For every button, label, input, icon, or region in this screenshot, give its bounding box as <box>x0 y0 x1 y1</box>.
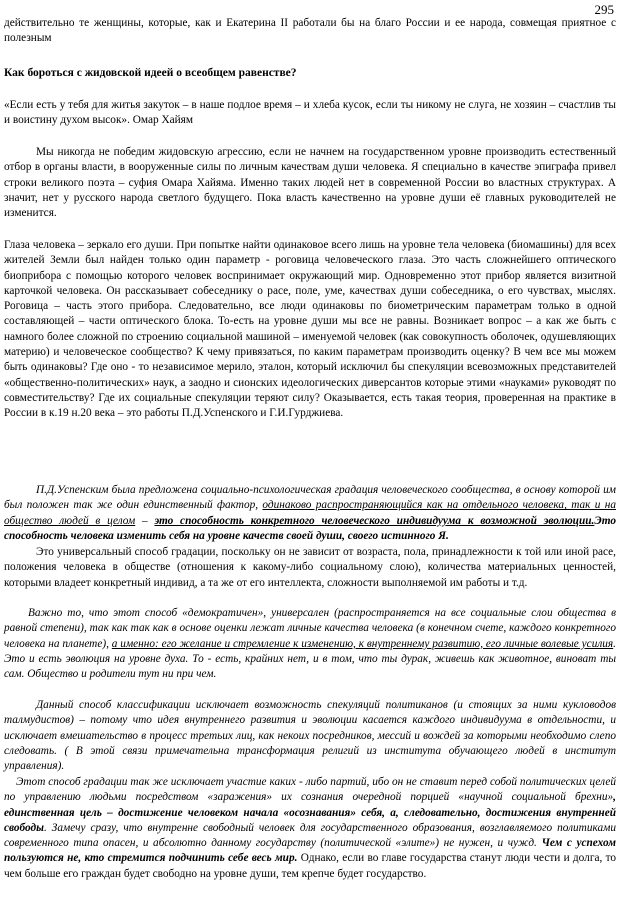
p7-bold-1: , единственная цель – достижение человеком начала «осознавания» себя, а, следовательно, достижения внутренней свободы <box>4 791 616 834</box>
p5-text-2: . Это и есть эволюция на уровне духа. То - есть, крайних нет, и в том, что ты дурак, живешь как животное, виноват ты сам. Общество и родители тут ни при чем. <box>4 637 616 681</box>
epigraph: «Если есть у тебя для житья закуток – в наше подлое время – и хлеба кусок, если ты никому не слуга, не хозяин – счастлив ты и воистину духом высок». Омар Хайям <box>4 99 616 127</box>
p3-bold-underlined: это способность конкретного человеческого индивидуума к возможной эволюции. <box>154 514 595 527</box>
paragraph-3 <box>4 483 616 544</box>
p3-dash: – <box>135 514 155 527</box>
p3-bold: Это способность человека изменить себя на уровне качеств своей души, своего истинного Я. <box>4 514 616 542</box>
p3-text-1: П.Д.Успенским была предложена социально-психологическая градация человеческого сообщества, в основу которой им был положен так же один единственный фактор, <box>4 484 616 512</box>
paragraph-7 <box>4 775 616 882</box>
paragraph-6: Данный способ классификации исключает возможность спекуляций политиканов (и стоящих за ними кукловодов талмудистов) – потому что идея внутреннего развития и эволюции касается каждого индивидуума в отдельности, и исключает вмешательство в процесс третьих лиц, как некоих посредников, мессий и вождей за которыми необходимо слепо следовать. ( В этой связи примечательна трансформация религий из института обучающего людей в институт управления). <box>4 699 616 773</box>
p5-text-1: Важно то, что этот способ «демократичен», универсален (распространяется на все социальные слои общества в равной степени), так как так как в основе оценки лежат личные качества человека (в конечном счете, каждого конкретного человека на планете), <box>4 607 616 650</box>
p7-text-2: . Замечу сразу, что внутренне свободный человек для государственного образования, возглавляемого политиками современного типа опасен, и абсолютно данному государству (политической «элите») не нужен, и чужд. <box>4 821 616 850</box>
paragraph-1: Мы никогда не победим жидовскую агрессию, если не начнем на государственном уровне производить естественный отбор в органы власти, в вооруженные силы по личным качествам души человека. Я специально в качестве эпиграфа привел строки великого поэта – суфия Омара Хайяма. Именно таких людей нет в современной России во властных структурах. А значит, нет у русского народа светлого будущего. Пока власть качественно на уровне души её главных руководителей не изменится. <box>4 146 616 220</box>
page-number: 295 <box>594 2 614 17</box>
p3-underlined: одинаково распространяющийся как на отдельного человека, так и на общество людей в целом <box>4 499 616 527</box>
paragraph-4: Это универсальный способ градации, поскольку он не зависит от возраста, пола, принадлежности к той или иной расе, положения человека в обществе (отношения к какому-либо социальному слою), количества материальных ценностей, которыми владеет конкретный индивид, а та же от его интеллекта, сложности выполняемой им работы и т.д. <box>4 546 616 589</box>
p5-underlined: а именно: его желание и стремление к изменению, к внутреннему развитию, его личные волевые усилия <box>111 637 614 650</box>
paragraph-continuation: действительно те женщины, которые, как и Екатерина II работали бы на благо России и ее народа, совмещая приятное с полезным <box>4 17 616 45</box>
paragraph-5 <box>4 606 616 682</box>
p7-text-3: Однако, если во главе государства станут люди чести и долга, то чем больше его граждан будет свободно на уровне души, тем крепче будет государство. <box>4 852 616 880</box>
p7-text-1: Этот способ градации так же исключает участие каких - либо партий, ибо он не ставит перед собой политических целей по управлению людьми посредством «заражения» их сознания очередной порцией «научной социальной брехни» <box>4 776 616 804</box>
p7-bold-2: Чем с успехом пользуются не, кто стремится подчинить себе весь мир. <box>4 837 616 865</box>
paragraph-2: Глаза человека – зеркало его души. При попытке найти одинаковое всего лишь на уровне тела человека (биомашины) для всех жителей Земли был найден только один параметр - роговица человеческого глаза. Это часть сложнейшего оптического биоприбора с помощью которого человек воспринимает окружающий мир. Одновременно этот прибор является визитной карточкой человека. Он рассказывает собеседнику о расе, поле, уме, качествах души собеседника, о его чувствах, мыслях. Роговица – часть этого прибора. Следовательно, все люди одинаковы по биометрическим параметрам только в одной составляющей – части оптического блока. То-есть на уровне души мы все не равны. Возникает вопрос – а как же быть с намного более сложной по строению социальной машиной – именуемой человек (как совокупность оболочек, одушевляющих материю) и человеческое сообщество? К чему привязаться, по каким параметрам производить оценку? В чем все мы можем быть одинаковы? Где оно - то независимое мерило, эталон, который исключил бы спекуляции всевозможных представителей «общественно-политических» наук, а заодно и сионских идеологических диверсантов которые этими «науками» руководят по совместительству? Где их социальные спекуляции теряют силу? Оказывается, есть такая теория, проверенная на практике в России в к.19 н.20 века – это работы П.Д.Успенского и Г.И.Гурджиева. <box>4 239 616 420</box>
section-heading: Как бороться с жидовской идеей о всеобщем равенстве? <box>4 67 297 79</box>
